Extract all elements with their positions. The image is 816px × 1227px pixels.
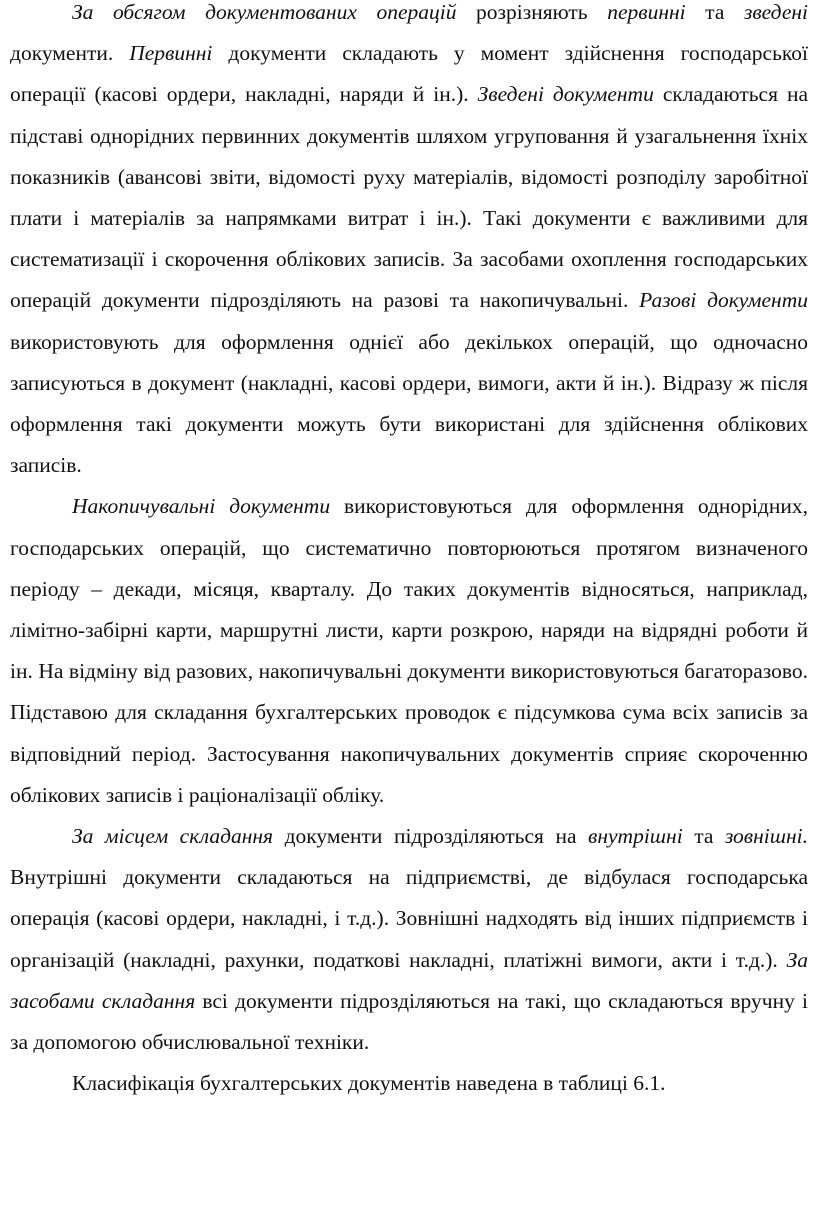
- text-italic: Первинні: [129, 41, 213, 66]
- text: всі документи підрозділяються на такі, що складаються вручну і за допомогою обчислювальної техніки.: [10, 988, 808, 1055]
- text-italic: Разові документи: [639, 288, 809, 313]
- text: та: [682, 824, 725, 849]
- text-italic: первинні: [607, 0, 686, 24]
- text: Класифікація бухгалтерських документів наведена в таблиці 6.1.: [72, 1071, 666, 1096]
- paragraph-cumulative-documents: [10, 486, 808, 816]
- text: документи підрозділяються на: [273, 824, 589, 849]
- text: використовують для оформлення однієї або декількох операцій, що одночасно записуються в документ (накладні, касові ордери, вимоги, акти й ін.). Відразу ж після оформлення такі документи можуть бути використані для здійснення облікових записів.: [10, 329, 808, 478]
- text: та: [685, 0, 744, 24]
- text: складаються на підставі однорідних первинних документів шляхом угруповання й узагальнення їхніх показників (авансові звіти, відомості руху матеріалів, відомості розподілу заробітної плати і матеріалів за напрямками витрат і ін.). Такі документи є важливими для систематизації і скорочення облікових записів. За засобами охоплення господарських операцій документи підрозділяють на разові та накопичувальні.: [10, 82, 809, 313]
- text-italic: За засобами складання: [10, 947, 808, 1013]
- paragraph-place-of-composition: [10, 816, 808, 1063]
- text-italic: Зведені документи: [477, 82, 654, 107]
- text-italic: За місцем складання: [72, 824, 274, 849]
- text: використовуються для оформлення однорідних, господарських операцій, що систематично повторюються протягом визначеного періоду – декади, місяця, кварталу. До таких документів відносяться, наприклад, лімітно-забірні карти, маршрутні листи, карти розкрою, наряди на відрядні роботи й ін. На відміну від разових, накопичувальні документи використовуються багаторазово. Підставою для складання бухгалтерських проводок є підсумкова сума всіх записів за відповідний період. Застосування накопичувальних документів сприяє скороченню облікових записів і раціоналізації обліку.: [10, 494, 808, 807]
- text-italic: внутрішні: [588, 824, 683, 849]
- text: документи.: [10, 41, 130, 66]
- text-italic: Накопичувальні документи: [72, 494, 331, 519]
- text-italic: За обсягом документованих операцій: [72, 0, 457, 24]
- text: розрізняють: [456, 0, 608, 24]
- text-italic: зовнішні.: [724, 824, 809, 849]
- paragraph-table-reference: [10, 1063, 808, 1104]
- text-italic: зведені: [743, 0, 809, 24]
- text: Внутрішні документи складаються на підприємстві, де відбулася господарська операція (касові ордери, накладні, і т.д.). Зовнішні надходять від інших підприємств і організацій (накладні, рахунки, податкові накладні, платіжні вимоги, акти і т.д.).: [10, 865, 808, 972]
- paragraph-volume-classification: [10, 0, 808, 486]
- text: документи складають у момент здійснення господарської операції (касові ордери, накладні, наряди й ін.).: [10, 41, 808, 107]
